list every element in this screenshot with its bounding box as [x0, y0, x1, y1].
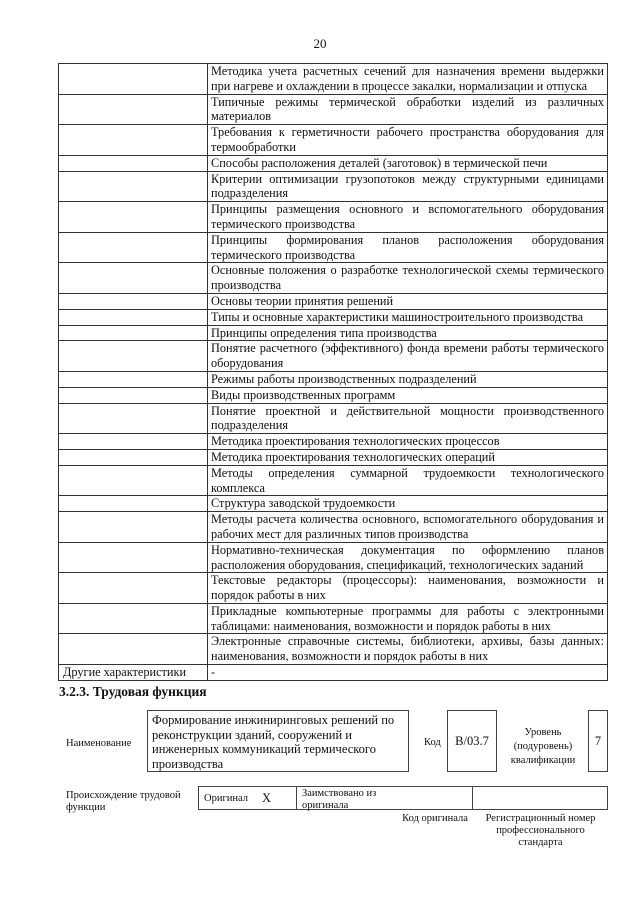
other-characteristics-row: [59, 665, 608, 681]
knowledge-item: Электронные справочные системы, библиотеки, архивы, базы данных: наименования, возможности и порядок работы в них: [208, 634, 608, 665]
knowledge-row: [59, 232, 608, 263]
knowledge-label-cell: [59, 603, 208, 634]
knowledge-label-cell: [59, 263, 208, 294]
knowledge-row: [59, 542, 608, 573]
knowledge-item: Критерии оптимизации грузопотоков между структурными единицами подразделения: [208, 171, 608, 202]
code-box: [447, 710, 497, 772]
knowledge-row: [59, 125, 608, 156]
knowledge-label-cell: [59, 309, 208, 325]
knowledge-item: Типы и основные характеристики машиностроительного производства: [208, 309, 608, 325]
knowledge-item: Требования к герметичности рабочего пространства оборудования для термообработки: [208, 125, 608, 156]
level-label: Уровень (подуровень) квалификации: [510, 727, 576, 766]
knowledge-item: Режимы работы производственных подразделений: [208, 371, 608, 387]
knowledge-row: [59, 309, 608, 325]
knowledge-label-cell: [59, 465, 208, 496]
knowledge-item: Типичные режимы термической обработки изделий из различных материалов: [208, 94, 608, 125]
divider: [296, 786, 297, 810]
knowledge-row: [59, 573, 608, 604]
knowledge-label-cell: [59, 125, 208, 156]
page-number: 20: [313, 36, 327, 51]
knowledge-row: [59, 202, 608, 233]
knowledge-row: [59, 496, 608, 512]
knowledge-label-cell: [59, 341, 208, 372]
knowledge-row: [59, 371, 608, 387]
knowledge-row: [59, 64, 608, 95]
knowledge-item: Текстовые редакторы (процессоры): наименования, возможности и порядок работы в них: [208, 573, 608, 604]
knowledge-row: [59, 449, 608, 465]
knowledge-item: Структура заводской трудоемкости: [208, 496, 608, 512]
knowledge-item: Основные положения о разработке технологической схемы термического производства: [208, 263, 608, 294]
knowledge-row: [59, 325, 608, 341]
knowledge-item: Принципы размещения основного и вспомогательного оборудования термического производства: [208, 202, 608, 233]
knowledge-item: Основы теории принятия решений: [208, 293, 608, 309]
function-name-value: Формирование инжиниринговых решений по реконструкции зданий, сооружений и инженерных коммуникаций термического производства: [152, 713, 395, 771]
level-value: 7: [594, 733, 602, 748]
knowledge-row: [59, 634, 608, 665]
original-mark: X: [262, 791, 272, 805]
knowledge-row: [59, 387, 608, 403]
borrowed-label: Заимствовано из оригинала: [302, 788, 377, 811]
knowledge-label-cell: [59, 94, 208, 125]
knowledge-item: Понятие расчетного (эффективного) фонда времени работы термического оборудования: [208, 341, 608, 372]
knowledge-row: [59, 94, 608, 125]
origin-row: [198, 786, 608, 810]
knowledge-item: Нормативно-техническая документация по оформлению планов расположения оборудования, спецификаций, технологических заданий: [208, 542, 608, 573]
knowledge-label-cell: [59, 371, 208, 387]
knowledge-row: [59, 263, 608, 294]
original-code-caption: Код оригинала: [402, 813, 468, 824]
knowledge-row: [59, 403, 608, 434]
knowledge-label-cell: [59, 634, 208, 665]
knowledge-row: [59, 465, 608, 496]
level-box: [588, 710, 608, 772]
code-value: B/03.7: [455, 733, 489, 748]
knowledge-item: Методы определения суммарной трудоемкости технологического комплекса: [208, 465, 608, 496]
knowledge-label-cell: [59, 403, 208, 434]
registration-number-caption: Регистрационный номер профессионального стандарта: [485, 813, 596, 848]
knowledge-label-cell: [59, 434, 208, 450]
knowledge-label-cell: [59, 64, 208, 95]
origin-label: Происхождение трудовой функции: [66, 790, 181, 813]
original-label: Оригинал: [204, 793, 248, 804]
knowledge-item: Прикладные компьютерные программы для работы с электронными таблицами: наименования, возможности и порядок работы в них: [208, 603, 608, 634]
knowledge-row: [59, 434, 608, 450]
knowledge-table: [58, 63, 608, 681]
knowledge-label-cell: [59, 542, 208, 573]
knowledge-table-body: [59, 64, 608, 681]
knowledge-label-cell: [59, 293, 208, 309]
knowledge-label-cell: [59, 387, 208, 403]
function-name-box: [147, 710, 409, 772]
knowledge-label-cell: [59, 202, 208, 233]
knowledge-label-cell: [59, 171, 208, 202]
knowledge-label-cell: [59, 449, 208, 465]
name-label: Наименование: [66, 738, 132, 749]
knowledge-label-cell: [59, 232, 208, 263]
knowledge-label-cell: [59, 512, 208, 543]
knowledge-item: Методика проектирования технологических операций: [208, 449, 608, 465]
knowledge-row: [59, 293, 608, 309]
knowledge-item: Способы расположения деталей (заготовок) в термической печи: [208, 155, 608, 171]
knowledge-item: Методика проектирования технологических процессов: [208, 434, 608, 450]
knowledge-item: Методы расчета количества основного, вспомогательного оборудования и рабочих мест для различных типов производства: [208, 512, 608, 543]
knowledge-row: [59, 512, 608, 543]
knowledge-label-cell: [59, 155, 208, 171]
divider: [472, 786, 473, 810]
knowledge-row: [59, 603, 608, 634]
knowledge-label-cell: [59, 325, 208, 341]
knowledge-row: [59, 171, 608, 202]
knowledge-label-cell: [59, 496, 208, 512]
knowledge-row: [59, 155, 608, 171]
knowledge-item: Принципы определения типа производства: [208, 325, 608, 341]
other-characteristics-label: Другие характеристики: [59, 665, 208, 681]
knowledge-item: Методика учета расчетных сечений для назначения времени выдержки при нагреве и охлаждении в процессе закалки, нормализации и отпуска: [208, 64, 608, 95]
code-label: Код: [424, 737, 441, 748]
knowledge-label-cell: [59, 573, 208, 604]
knowledge-item: Виды производственных программ: [208, 387, 608, 403]
section-heading: 3.2.3. Трудовая функция: [59, 684, 207, 699]
knowledge-item: Понятие проектной и действительной мощности производственного подразделения: [208, 403, 608, 434]
knowledge-row: [59, 341, 608, 372]
other-characteristics-value: -: [208, 665, 608, 681]
knowledge-item: Принципы формирования планов расположения оборудования термического производства: [208, 232, 608, 263]
